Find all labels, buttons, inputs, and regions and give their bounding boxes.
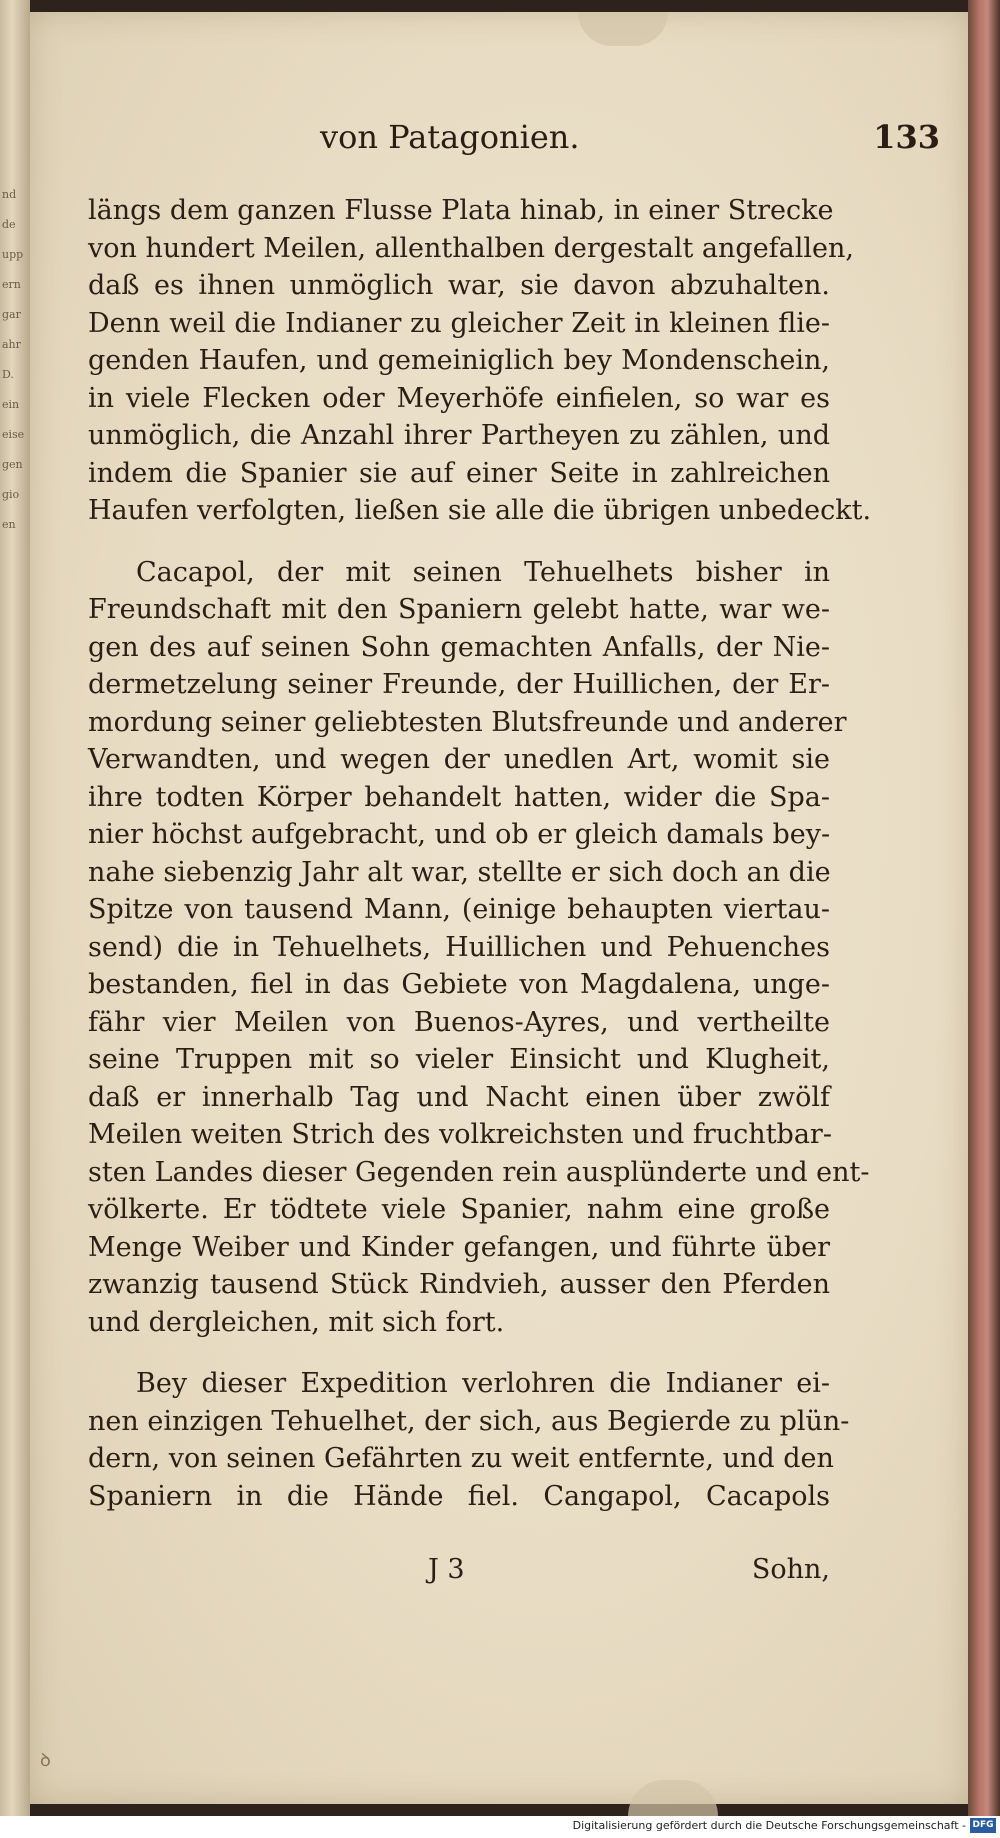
paragraph-1 <box>88 192 872 530</box>
spine-text-fragment: nd de upp ern gar ahr D. ein eise gen gio en <box>2 188 25 531</box>
text-line: nahe siebenzig Jahr alt war, stellte er sich doch an die <box>88 856 831 888</box>
text-line: unmöglich, die Anzahl ihrer Partheyen zu zählen, und <box>88 420 830 451</box>
text-line: Freundschaft mit den Spaniern gelebt hatte, war we- <box>88 594 830 625</box>
text-line: Menge Weiber und Kinder gefangen, und führte über <box>88 1231 830 1263</box>
text-line: zwanzig tausend Stück Rindvieh, ausser den Pferden <box>88 1269 830 1300</box>
paragraph-gap <box>88 1341 830 1365</box>
catchword: Sohn, <box>751 1554 830 1585</box>
page-clip-mark-top <box>578 12 668 46</box>
dfg-logo: DFG <box>970 1818 996 1833</box>
text-line: Bey dieser Expedition verlohren die Indianer ei- <box>136 1368 830 1399</box>
text-line: dern, von seinen Gefährten zu weit entfernte, und den <box>88 1443 834 1474</box>
paragraph-gap <box>88 530 830 554</box>
text-line: Spaniern in die Hände fiel. Cangapol, Cacapols <box>88 1480 830 1512</box>
text-line: Denn weil die Indianer zu gleicher Zeit in kleinen flie- <box>88 307 830 339</box>
text-line: längs dem ganzen Flusse Plata hinab, in einer Strecke <box>88 195 834 226</box>
text-line: Cacapol, der mit seinen Tehuelhets bisher in <box>136 556 830 588</box>
book-spine <box>0 0 30 1838</box>
text-line: Spitze von tausend Mann, (einige behaupten viertau- <box>88 894 830 925</box>
text-line: daß er innerhalb Tag und Nacht einen über zwölf <box>88 1081 830 1113</box>
text-line: genden Haufen, und gemeiniglich bey Mondenschein, <box>88 345 830 376</box>
page-number: 133 <box>873 118 940 156</box>
text-line: gen des auf seinen Sohn gemachten Anfalls, der Nie- <box>88 631 830 663</box>
text-line: in viele Flecken oder Meyerhöfe einfielen, so war es <box>88 382 830 414</box>
paragraph-2 <box>88 554 870 1342</box>
page-header <box>80 118 940 168</box>
text-line: ihre todten Körper behandelt hatten, wider die Spa- <box>88 781 830 813</box>
text-line: dermetzelung seiner Freunde, der Huillichen, der Er- <box>88 669 830 700</box>
text-line: völkerte. Er tödtete viele Spanier, nahm eine große <box>88 1194 830 1225</box>
text-line: nier höchst aufgebracht, und ob er gleich damals bey- <box>88 819 831 850</box>
text-line: Haufen verfolgten, ließen sie alle die übrigen unbedeckt. <box>88 495 872 526</box>
paragraph-3 <box>88 1365 850 1515</box>
text-line: Verwandten, und wegen der unedlen Art, womit sie <box>88 744 830 775</box>
text-line: nen einzigen Tehuelhet, der sich, aus Begierde zu plün- <box>88 1405 850 1437</box>
text-line: send) die in Tehuelhets, Huillichen und Pehuenches <box>88 931 830 963</box>
page-bottom-mark: ꝺ <box>40 1750 51 1771</box>
text-line: fähr vier Meilen von Buenos-Ayres, und vertheilte <box>88 1006 830 1038</box>
body-text <box>88 192 872 1515</box>
text-line: mordung seiner geliebtesten Blutsfreunde und anderer <box>88 706 847 738</box>
signature-mark: J 3 <box>428 1554 465 1585</box>
text-line: sten Landes dieser Gegenden rein ausplünderte und ent- <box>88 1156 870 1188</box>
digitization-credit: Digitalisierung gefördert durch die Deutsche Forschungsgemeinschaft - <box>572 1819 966 1832</box>
book-edge <box>968 0 1000 1838</box>
text-line: von hundert Meilen, allenthalben dergestalt angefallen, <box>88 232 854 264</box>
text-line: und dergleichen, mit sich fort. <box>88 1306 505 1338</box>
text-line: Meilen weiten Strich des volkreichsten und fruchtbar- <box>88 1119 832 1150</box>
running-title: von Patagonien. <box>320 118 580 156</box>
text-line: daß es ihnen unmöglich war, sie davon abzuhalten. <box>88 270 830 301</box>
text-line: bestanden, fiel in das Gebiete von Magdalena, unge- <box>88 969 830 1000</box>
text-line: seine Truppen mit so vieler Einsicht und Klugheit, <box>88 1044 830 1075</box>
text-line: indem die Spanier sie auf einer Seite in zahlreichen <box>88 457 830 489</box>
page-footer <box>88 1554 830 1594</box>
